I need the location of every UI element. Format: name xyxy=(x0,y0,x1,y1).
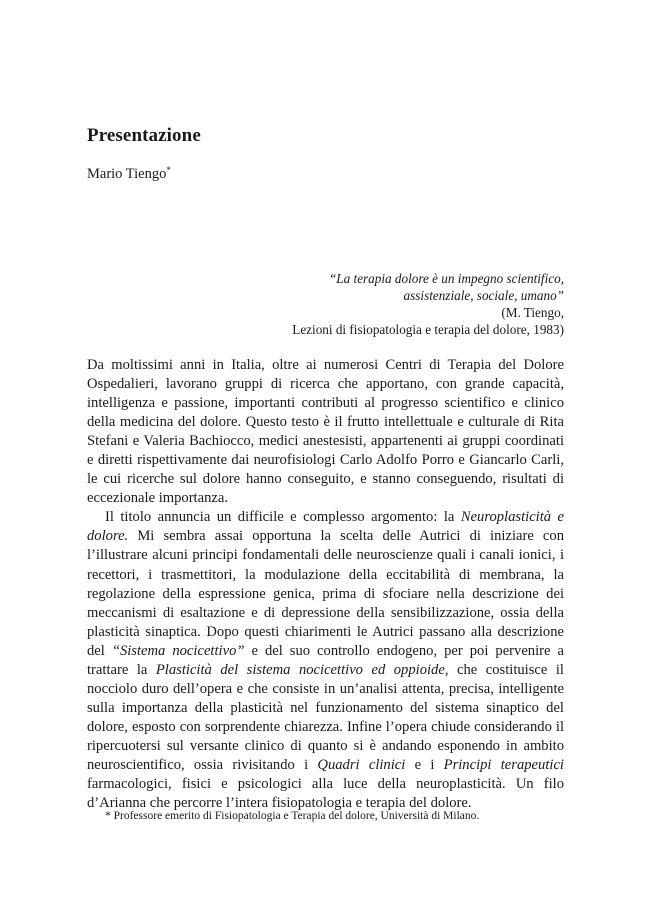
paragraph-2-text-b: Mi sembra assai opportuna la scelta delle Autrici di iniziare con l’illustrare alcuni principi fondamentali delle neuroscienze quali i canali ionici, i recettori, i trasmettitori, la modulazione della eccitabilità di membrana, la regolazione della espressione genica, prima di sfociare nella descrizione dei meccanismi di esaltazione e di depressione della sensibilizzazione, ossia della plasticità sinaptica. Dopo questi chiarimenti le Autrici passano alla descrizione del xyxy=(87,528,564,659)
paragraph-2 xyxy=(87,508,564,813)
paragraph-2-text-a: Il titolo annuncia un difficile e complesso argomento: la xyxy=(105,509,461,526)
epigraph-quote-line-1: “La terapia dolore è un impegno scientifico, xyxy=(328,271,564,286)
epigraph-attribution-line-1: (M. Tiengo, xyxy=(501,305,564,320)
author-name: Mario Tiengo xyxy=(87,166,167,182)
footnote: * Professore emerito di Fisiopatologia e Terapia del dolore, Università di Milano. xyxy=(105,810,480,822)
paragraph-2-text-c: e del suo controllo endogeno, per poi pervenire a trattare la xyxy=(87,642,564,678)
paragraph-2-emphasis-5: Principi terapeutici xyxy=(443,756,564,773)
epigraph-attribution-line-2: Lezioni di fisiopatologia e terapia del dolore, 1983) xyxy=(292,322,564,337)
paragraph-2-emphasis-3: Plasticità del sistema nocicettivo ed oppioide, xyxy=(155,661,449,678)
epigraph xyxy=(234,270,564,338)
paragraph-2-emphasis-2: “Sistema nocicettivo” xyxy=(111,642,245,659)
page-title: Presentazione xyxy=(87,125,201,146)
paragraph-2-emphasis-1: Neuroplasticità e dolore. xyxy=(87,509,565,545)
epigraph-quote-line-2: assistenziale, sociale, umano” xyxy=(403,288,564,303)
author-line xyxy=(87,165,171,183)
paragraph-2-text-d: che costituisce il nocciolo duro dell’opera e che consiste in un’analisi attenta, precisa, intelligente sulla importanza della plasticità nel funzionamento del sistema sinaptico del dolore, esposto con sorprendente chiarezza. Infine l’opera chiude considerando il ripercuotersi sul versante clinico di quanto si è andando esponendo in ambito neuroscientifico, ossia rivisitando i xyxy=(87,661,564,773)
paragraph-2-text-e: e i xyxy=(405,756,444,773)
body-text xyxy=(87,356,564,813)
author-footnote-mark: * xyxy=(166,165,171,175)
paragraph-1: Da moltissimi anni in Italia, oltre ai numerosi Centri di Terapia del Dolore Ospedalieri, lavorano gruppi di ricerca che apportano, con grande capacità, intelligenza e passione, importanti contributi al progresso scientifico e clinico della medicina del dolore. Questo testo è il frutto intellettuale e culturale di Rita Stefani e Valeria Bachiocco, medici anestesisti, appartenenti ai gruppi coordinati e diretti rispettivamente dai neurofisiologi Carlo Adolfo Porro e Giancarlo Carli, le cui ricerche sul dolore hanno conseguito, e stanno conseguendo, risultati di eccezionale importanza. xyxy=(87,357,564,507)
paragraph-2-emphasis-4: Quadri clinici xyxy=(317,756,406,773)
paragraph-2-text-f: farmacologici, fisici e psicologici alla luce della neuroplasticità. Un filo d’Arianna che percorre l’intera fisiopatologia e terapia del dolore. xyxy=(87,776,564,812)
